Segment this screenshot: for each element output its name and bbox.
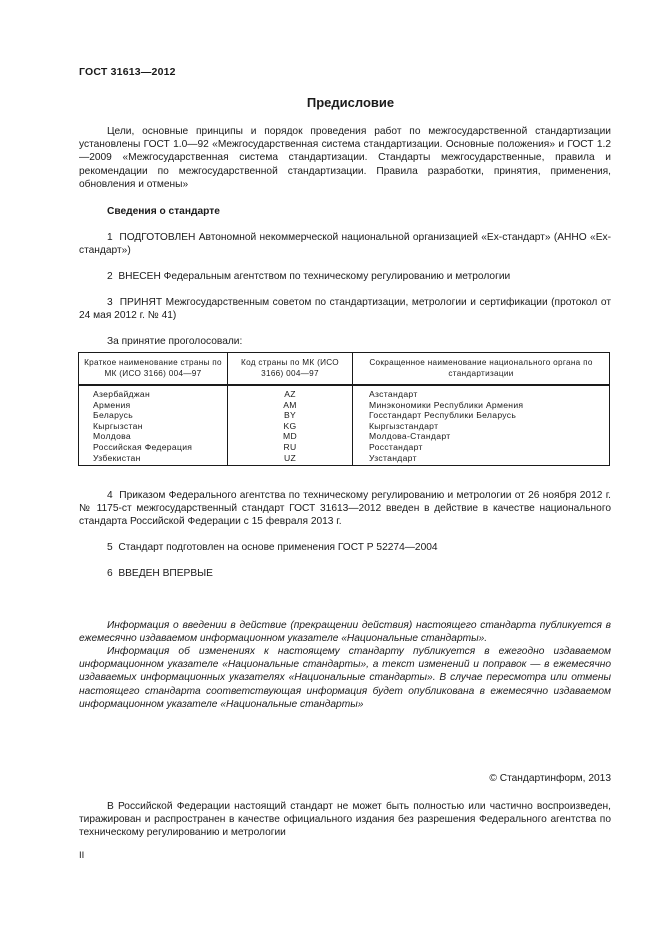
item-text: ПРИНЯТ Межгосударственным советом по стандартизации, метрологии и сертификации (протокол от 24 мая 2012 г. № 41) — [79, 297, 611, 322]
item-number: 3 — [107, 297, 113, 308]
table-row — [79, 410, 610, 421]
standards-body: Минэкономики Республики Армения — [353, 400, 610, 411]
standards-body: Молдова-Стандарт — [353, 431, 610, 442]
item-1 — [79, 231, 611, 257]
item-text: ВНЕСЕН Федеральным агентством по техническому регулированию и метрологии — [118, 271, 511, 282]
country-name: Российская Федерация — [79, 442, 228, 453]
country-code: UZ — [228, 453, 353, 466]
country-code: RU — [228, 442, 353, 453]
country-code: MD — [228, 431, 353, 442]
section-heading: Сведения о стандарте — [107, 206, 220, 217]
table-row — [79, 442, 610, 453]
item-number: 2 — [107, 271, 113, 282]
voting-countries-table — [78, 352, 610, 466]
item-4 — [79, 489, 611, 529]
column-header-code: Код страны по МК (ИСО 3166) 004—97 — [228, 353, 353, 386]
table-row — [79, 400, 610, 411]
vote-label: За принятие проголосовали: — [107, 336, 243, 347]
table-row — [79, 431, 610, 442]
page-title: Предисловие — [306, 95, 395, 110]
table-header-row — [79, 353, 610, 386]
table-row — [79, 421, 610, 432]
column-header-country: Краткое наименование страны по МК (ИСО 3166) 004—97 — [79, 353, 228, 386]
standards-body: Узстандарт — [353, 453, 610, 466]
country-name: Беларусь — [79, 410, 228, 421]
country-name: Армения — [79, 400, 228, 411]
item-text: ВВЕДЕН ВПЕРВЫЕ — [118, 568, 213, 579]
standards-body: Кыргызстандарт — [353, 421, 610, 432]
item-text: ПОДГОТОВЛЕН Автономной некоммерческой национальной организацией «Ех-стандарт» (АННО «Ех-стандарт») — [79, 232, 611, 257]
page-number: II — [79, 850, 85, 861]
country-code: AM — [228, 400, 353, 411]
info-note-publication: Информация о введении в действие (прекращении действия) настоящего стандарта публикуется в ежемесячно издаваемом информационном указателе «Национальные стандарты». — [79, 620, 611, 645]
standards-body: Госстандарт Республики Беларусь — [353, 410, 610, 421]
item-number: 4 — [107, 490, 113, 501]
legal-notice: В Российской Федерации настоящий стандарт не может быть полностью или частично воспроизведен, тиражирован и распространен в качестве официального издания без разрешения Федерального агентства по техническому регулированию и метрологии — [79, 801, 611, 839]
copyright: © Стандартинформ, 2013 — [489, 773, 611, 784]
item-5 — [79, 541, 611, 554]
item-3 — [79, 296, 611, 322]
standards-body: Азстандарт — [353, 385, 610, 400]
country-name: Молдова — [79, 431, 228, 442]
info-note-changes: Информация об изменениях к настоящему стандарту публикуется в ежегодно издаваемом информационном указателе «Национальные стандарты», а текст изменений и поправок — в ежемесячно издаваемых информационных указателях «Национальные стандарты». В случае пересмотра или отмены настоящего стандарта соответствующая информация будет опубликована в ежемесячно издаваемом информационном указателе «Национальные стандарты» — [79, 646, 611, 710]
column-header-body: Сокращенное наименование национального органа по стандартизации — [353, 353, 610, 386]
item-text: Стандарт подготовлен на основе применения ГОСТ Р 52274—2004 — [118, 542, 438, 553]
standards-body: Росстандарт — [353, 442, 610, 453]
country-code: KG — [228, 421, 353, 432]
item-6 — [79, 567, 611, 580]
item-number: 6 — [107, 568, 113, 579]
item-number: 1 — [107, 232, 113, 243]
country-name: Кыргызстан — [79, 421, 228, 432]
table-row — [79, 453, 610, 466]
country-code: BY — [228, 410, 353, 421]
item-number: 5 — [107, 542, 113, 553]
country-name: Азербайджан — [79, 385, 228, 400]
intro-paragraph: Цели, основные принципы и порядок проведения работ по межгосударственной стандартизации установлены ГОСТ 1.0—92 «Межгосударственная система стандартизации. Основные положения» и ГОСТ 1.2—2009 «Межгосударственная система стандартизации. Стандарты межгосударственные, правила и рекомендации по межгосударственной стандартизации. Правила разработки, принятия, применения, обновления и отмены» — [79, 126, 611, 190]
country-name: Узбекистан — [79, 453, 228, 466]
table-row — [79, 385, 610, 400]
running-head: ГОСТ 31613—2012 — [79, 66, 176, 78]
country-code: AZ — [228, 385, 353, 400]
item-text: Приказом Федерального агентства по техническому регулированию и метрологии от 26 ноября 2012 г. № 1175-ст межгосударственный стандарт ГОСТ 31613—2012 введен в действие в качестве национального стандарта Российской Федерации с 15 февраля 2013 г. — [79, 490, 611, 528]
item-2 — [79, 270, 611, 283]
